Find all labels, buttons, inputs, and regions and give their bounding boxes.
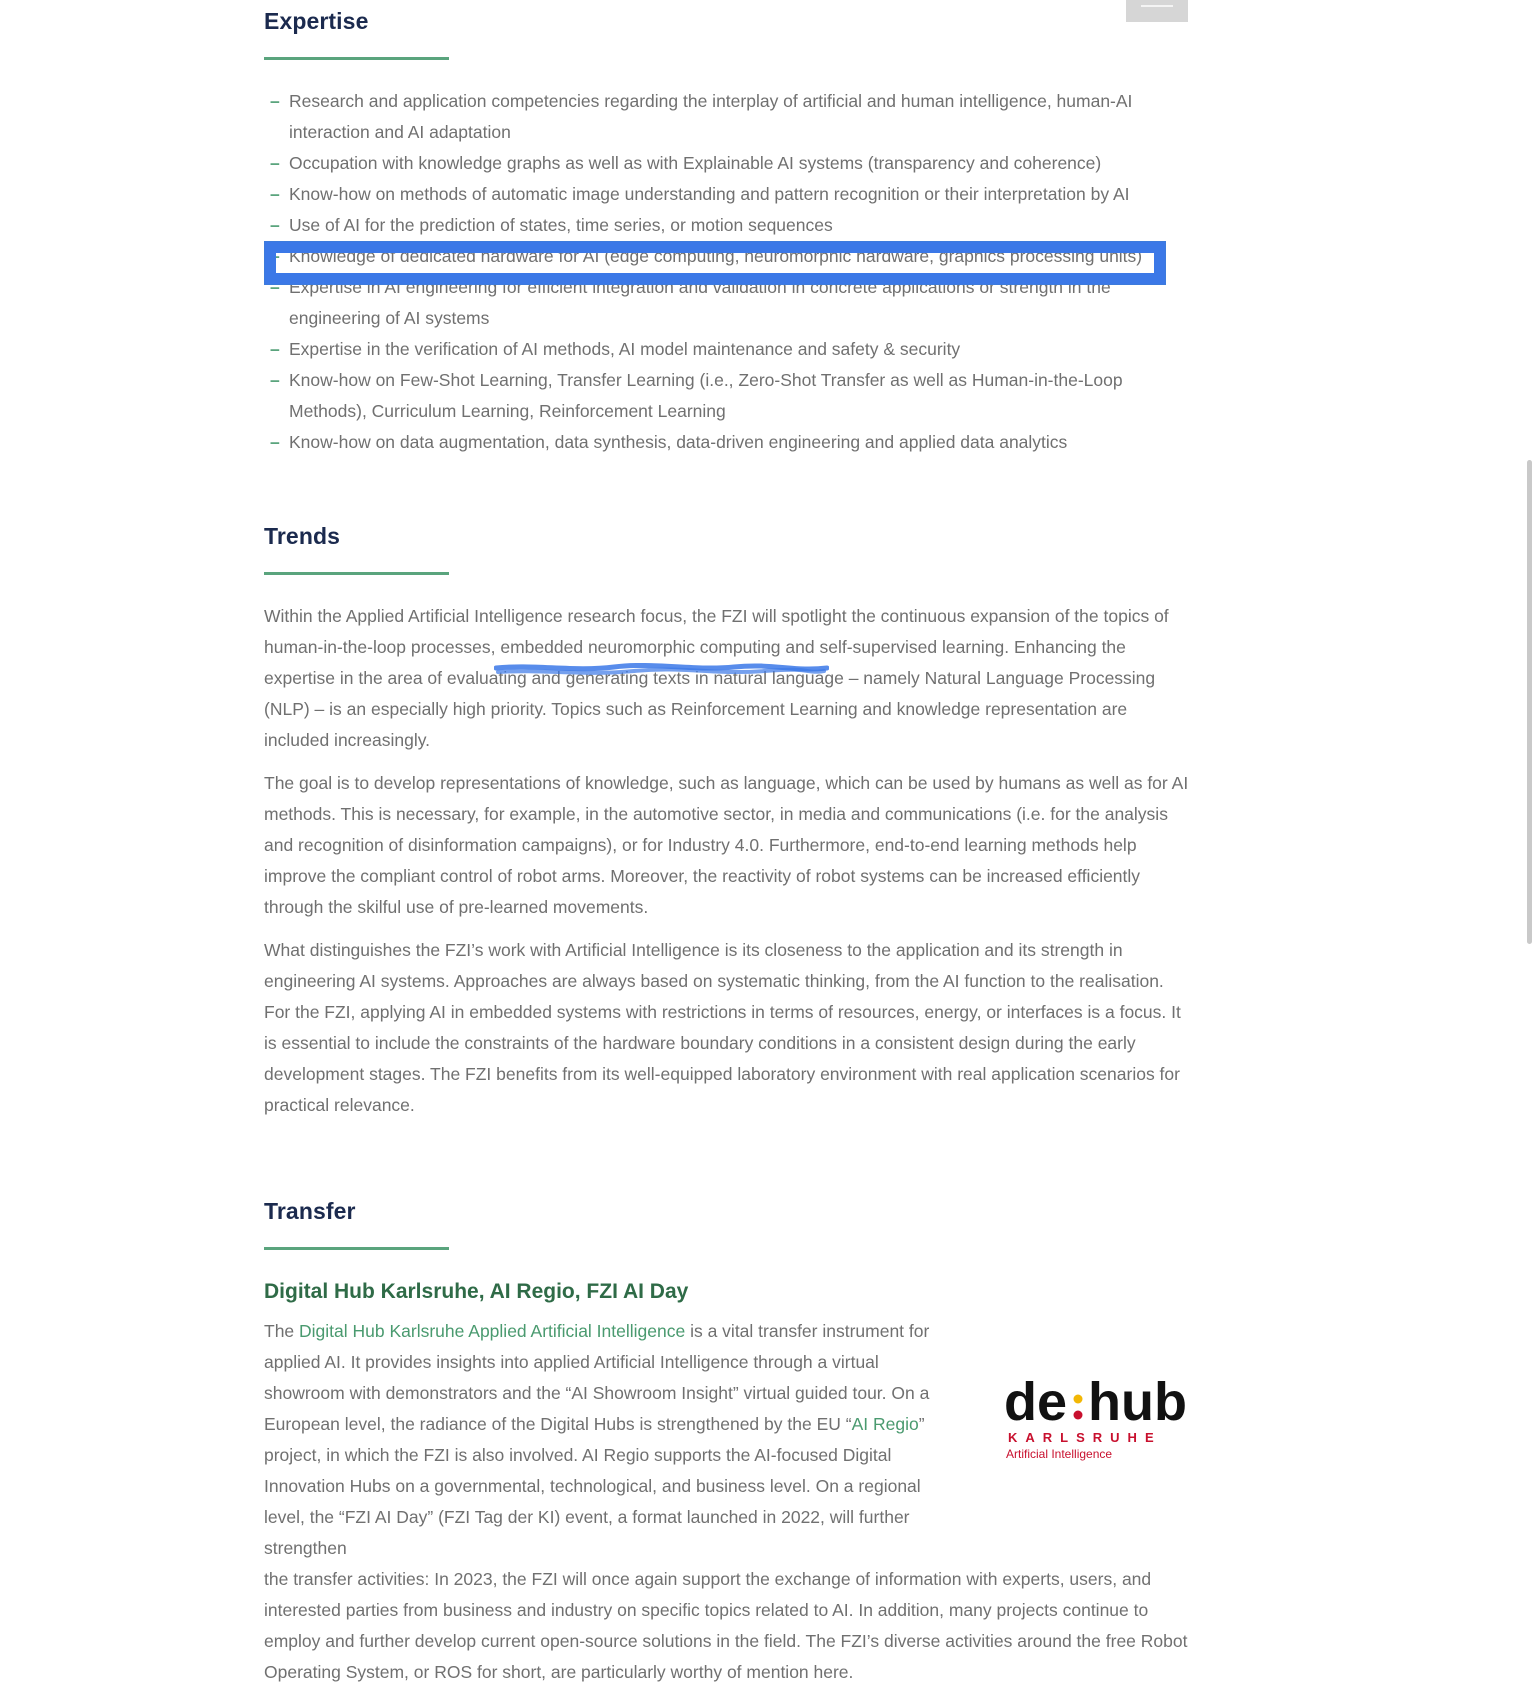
trends-paragraph-3: What distinguishes the FZI’s work with Artificial Intelligence is its closeness to the application and its strength in engineering AI systems. Approaches are always based on systematic thinking, from the AI function to the realisation. For the FZI, applying AI in embedded systems with restrictions in terms of resources, energy, or interfaces is a focus. It is essential to include the constraints of the hardware boundary conditions in a consistent design during the early development stages. The FZI benefits from its well-equipped laboratory environment with real application scenarios for practical relevance. [264,940,1181,1115]
list-item-highlighted: – Knowledge of dedicated hardware for AI (edge computing, neuromorphic hardware, graphics processing units) [270,246,1143,266]
list-item: – Know-how on data augmentation, data synthesis, data-driven engineering and applied data analytics [270,432,1068,452]
scrollbar-thumb[interactable] [1527,460,1532,944]
expertise-title-rule [264,57,449,60]
list-item: – Use of AI for the prediction of states, time series, or motion sequences [270,215,833,235]
expertise-section [264,8,1190,458]
dehub-logo [1004,1368,1186,1464]
list-item: – Expertise in AI engineering for efficient integration and validation in concrete applications or strength in the engineering of AI systems [270,277,1111,328]
trends-paragraph-1: Within the Applied Artificial Intelligence research focus, the FZI will spotlight the continuous expansion of the topics of human-in-the-loop processes, embedded neuromorphic computing and self-supervised learning. Enhancing the expertise in the area of evaluating and generating texts in natural language – namely Natural Language Processing (NLP) – is an especially high priority. Topics such as Reinforcement Learning and knowledge representation are included increasingly. [264,606,1169,750]
list-item: – Occupation with knowledge graphs as well as with Explainable AI systems (transparency and coherence) [270,153,1102,173]
list-item: – Research and application competencies regarding the interplay of artificial and human intelligence, human-AI interaction and AI adaptation [270,91,1133,142]
list-item: – Expertise in the verification of AI methods, AI model maintenance and safety & security [270,339,961,359]
transfer-title: Transfer [264,1198,356,1224]
transfer-title-rule [264,1247,449,1250]
logo-dot-top [1074,1395,1083,1404]
trends-paragraph-2: The goal is to develop representations of knowledge, such as language, which can be used by humans as well as for AI methods. This is necessary, for example, in the automotive sector, in media and communications (i.e. for the analysis and recognition of disinformation campaigns), or for Industry 4.0. Furthermore, end-to-end learning methods help improve the compliant control of robot arms. Moreover, the reactivity of robot systems can be increased efficiently through the skilful use of pre-learned movements. [264,773,1189,917]
highlight-scribble [494,662,829,678]
expertise-list [264,86,1190,458]
transfer-paragraph-top: The Digital Hub Karlsruhe Applied Artificial Intelligence is a vital transfer instrument for applied AI. It provides insights into applied Artificial Intelligence through a virtual showroom with demonstrators and the “AI Showroom Insight” virtual guided tour. On a European level, the radiance of the Digital Hubs is strengthened by the EU “AI Regio” project, in which the FZI is also involved. AI Regio supports the AI-focused Digital Innovation Hubs on a governmental, technological, and business level. On a regional level, the “FZI AI Day” (FZI Tag der KI) event, a format launched in 2022, will further strengthen [264,1321,930,1558]
trends-title-rule [264,572,449,575]
trends-section [264,523,1190,1121]
svg-text:de: de [1004,1372,1068,1432]
transfer-subheading: Digital Hub Karlsruhe, AI Regio, FZI AI Day [264,1280,689,1303]
logo-dot-bottom [1074,1411,1083,1420]
list-item: – Know-how on methods of automatic image understanding and pattern recognition or their interpretation by AI [270,184,1130,204]
svg-text:KARLSRUHE: KARLSRUHE [1008,1430,1162,1445]
list-item: – Know-how on Few-Shot Learning, Transfer Learning (i.e., Zero-Shot Transfer as well as Human-in-the-Loop Methods), Curriculum Learning, Reinforcement Learning [270,370,1123,421]
hamburger-icon [1141,5,1173,7]
digital-hub-link[interactable]: Digital Hub Karlsruhe Applied Artificial Intelligence [299,1321,686,1341]
trends-title: Trends [264,523,341,549]
svg-text:Artificial Intelligence: Artificial Intelligence [1006,1447,1113,1461]
expertise-title: Expertise [264,8,369,34]
dehub-logo-graphic [1004,1368,1186,1464]
transfer-paragraph-bottom: the transfer activities: In 2023, the FZI will once again support the exchange of information with experts, users, and interested parties from business and industry on specific topics related to AI. In addition, many projects continue to employ and further develop current open-source solutions in the field. The FZI’s diverse activities around the free Robot Operating System, or ROS for short, are particularly worthy of mention here. [264,1569,1188,1682]
svg-text:hub: hub [1088,1372,1186,1432]
ai-regio-link[interactable]: AI Regio [851,1414,919,1434]
